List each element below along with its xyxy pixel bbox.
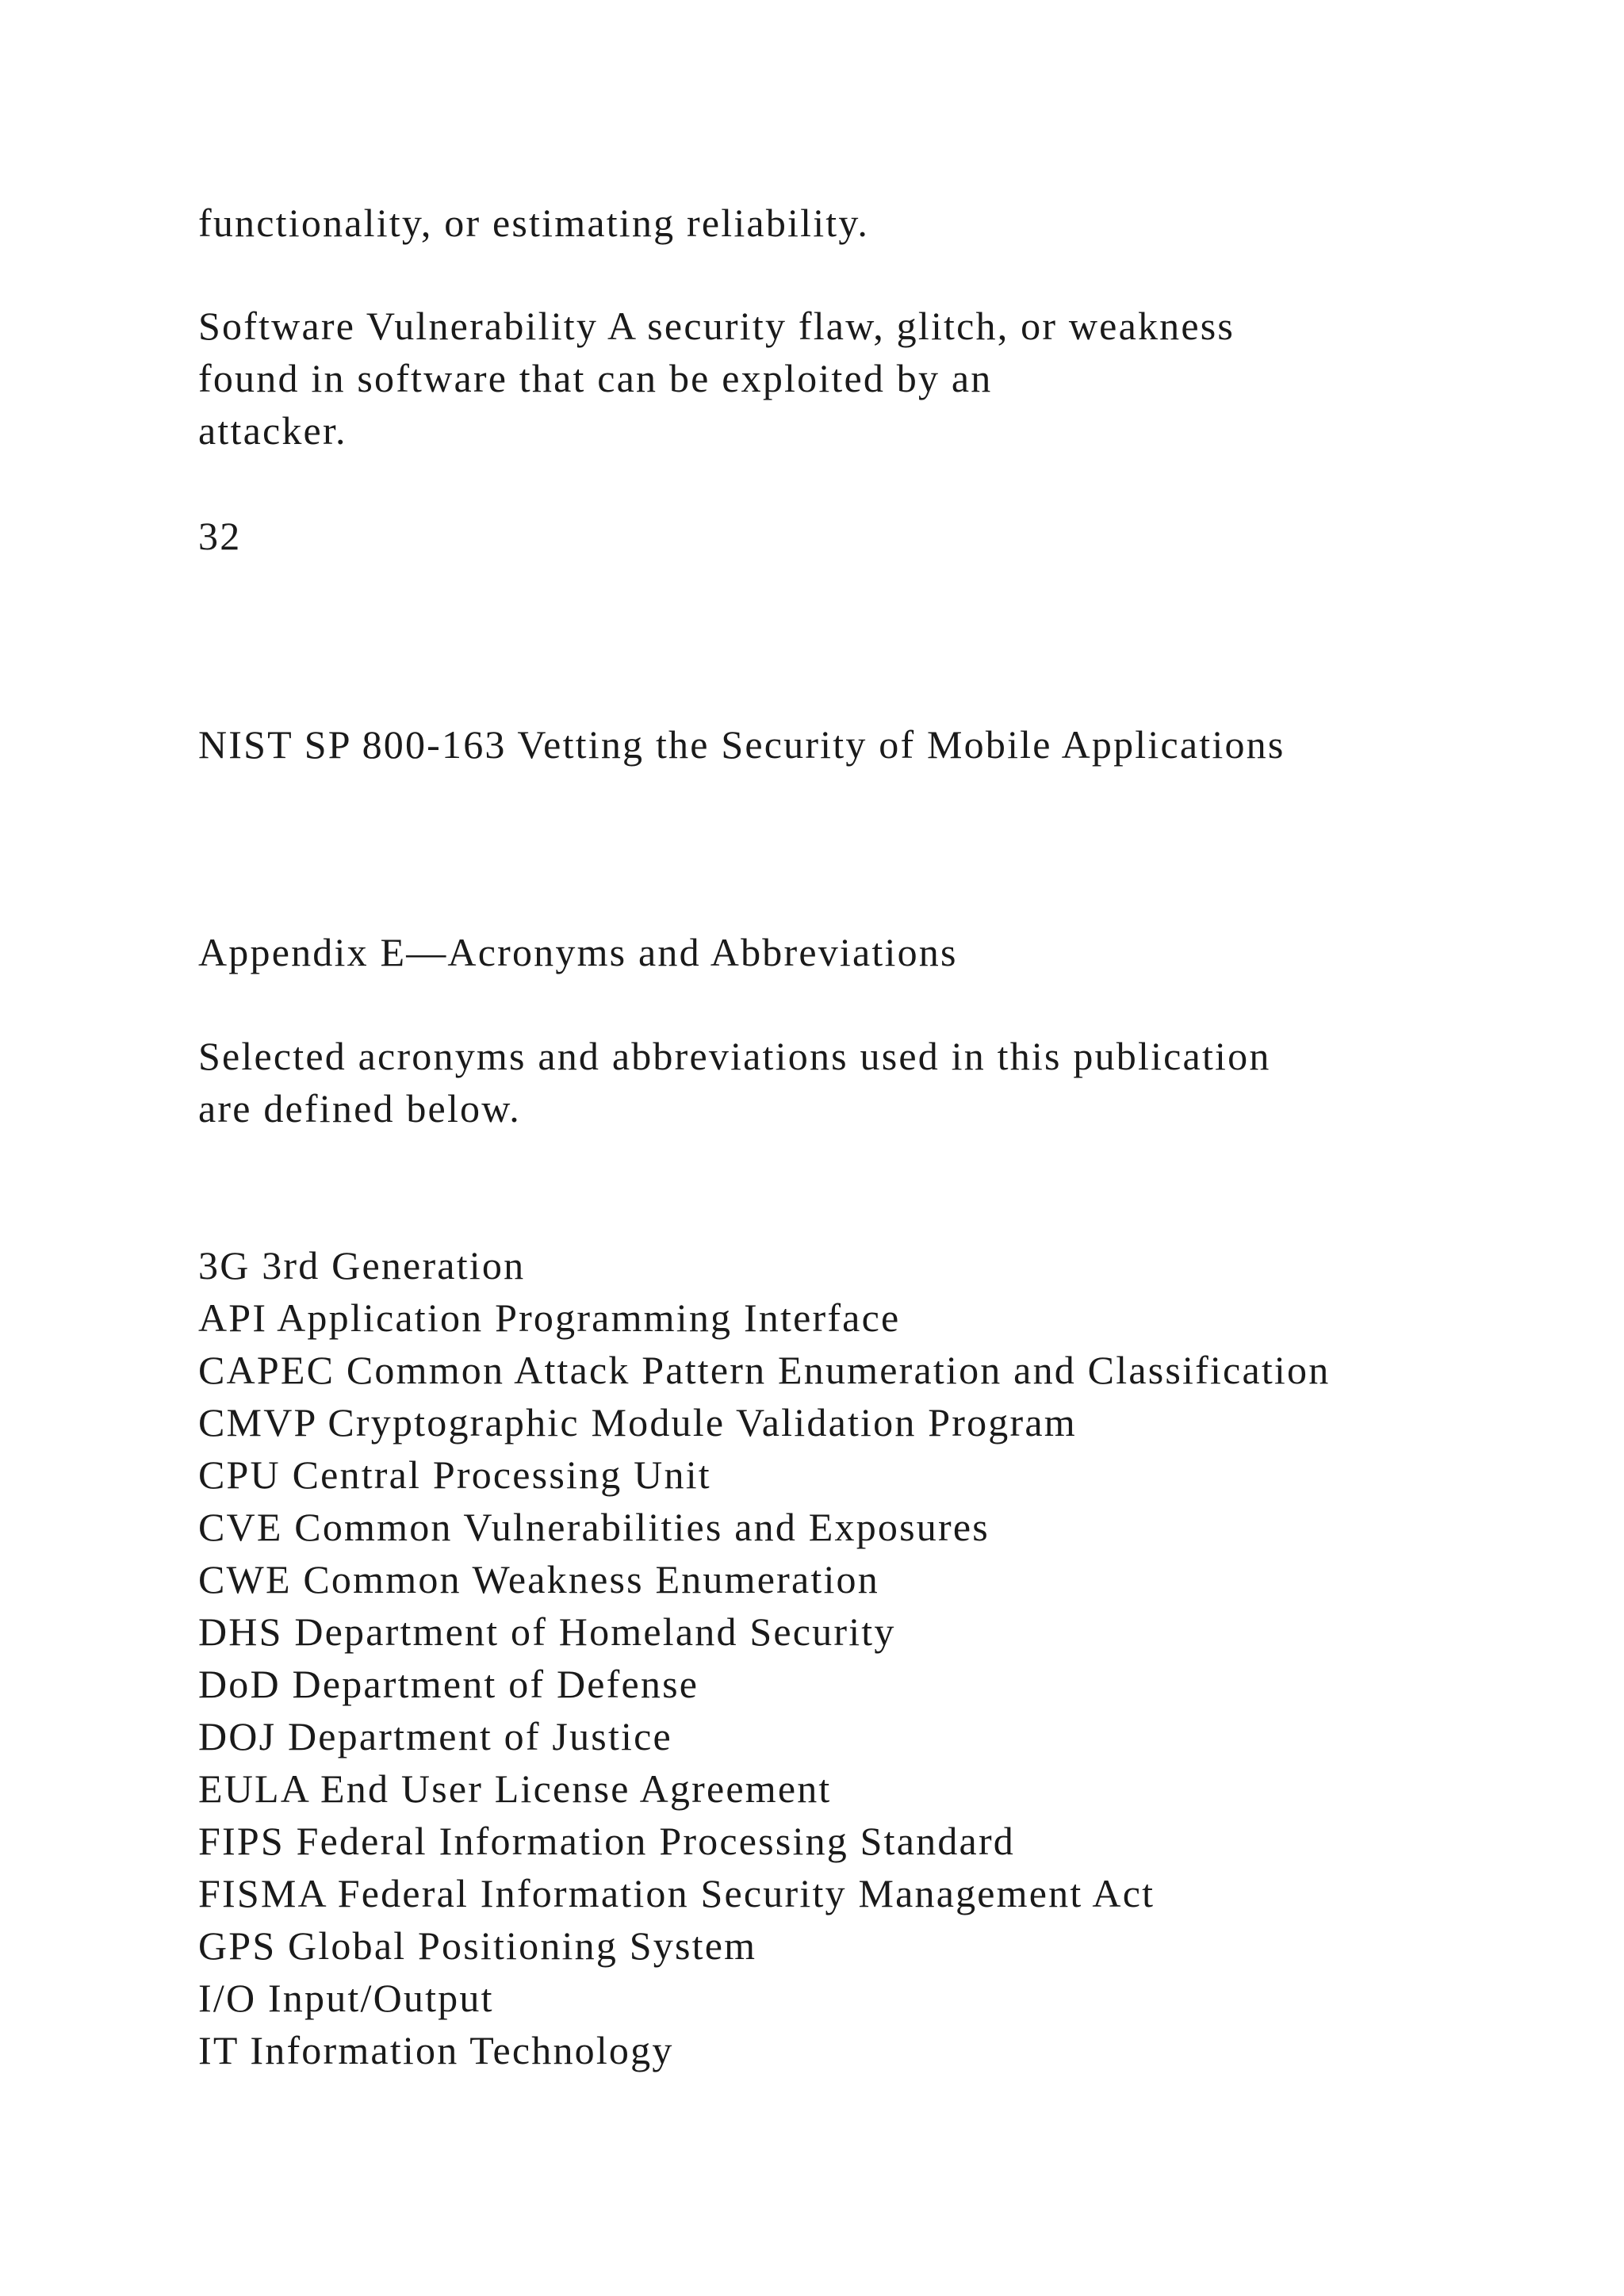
acronym-entry: FIPS Federal Information Processing Standard <box>198 1819 1016 1863</box>
definition-software-vulnerability <box>198 300 1235 457</box>
appendix-intro <box>198 1030 1271 1135</box>
definition-line: found in software that can be exploited by an <box>198 356 993 400</box>
definition-line: attacker. <box>198 408 347 453</box>
acronym-entry: CWE Common Weakness Enumeration <box>198 1557 879 1601</box>
acronym-entry: GPS Global Positioning System <box>198 1923 757 1968</box>
page-number: 32 <box>198 514 242 558</box>
acronym-entry: DOJ Department of Justice <box>198 1714 672 1758</box>
acronym-entry: EULA End User License Agreement <box>198 1766 832 1811</box>
acronym-list <box>198 1239 1330 2076</box>
intro-line: Selected acronyms and abbreviations used in this publication <box>198 1034 1271 1078</box>
acronym-entry: FISMA Federal Information Security Management Act <box>198 1871 1155 1915</box>
intro-line: are defined below. <box>198 1086 522 1131</box>
running-header: NIST SP 800-163 Vetting the Security of Mobile Applications <box>198 722 1285 767</box>
acronym-entry: I/O Input/Output <box>198 1976 494 2020</box>
acronym-entry: CAPEC Common Attack Pattern Enumeration and Classification <box>198 1348 1331 1392</box>
acronym-entry: CMVP Cryptographic Module Validation Program <box>198 1400 1077 1445</box>
acronym-entry: IT Information Technology <box>198 2028 674 2072</box>
continuation-text: functionality, or estimating reliability. <box>198 201 870 245</box>
acronym-entry: DHS Department of Homeland Security <box>198 1609 896 1654</box>
acronym-entry: CVE Common Vulnerabilities and Exposures <box>198 1505 990 1549</box>
acronym-entry: CPU Central Processing Unit <box>198 1452 711 1497</box>
appendix-title: Appendix E—Acronyms and Abbreviations <box>198 930 958 974</box>
acronym-entry: DoD Department of Defense <box>198 1662 699 1706</box>
acronym-entry: 3G 3rd Generation <box>198 1243 526 1288</box>
acronym-entry: API Application Programming Interface <box>198 1295 901 1340</box>
definition-line: Software Vulnerability A security flaw, glitch, or weakness <box>198 304 1235 348</box>
